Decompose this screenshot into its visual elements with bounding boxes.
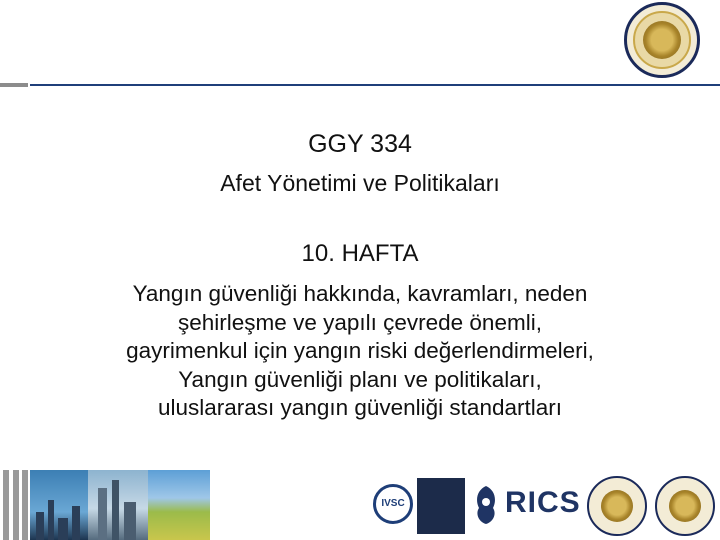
header-divider-line (30, 84, 720, 86)
university-seal-small-icon (587, 476, 647, 536)
description-line: uluslararası yangın güvenliği standartları (158, 395, 562, 421)
university-seal-small-icon (655, 476, 715, 536)
description-line: şehirleşme ve yapılı çevrede önemli, (178, 309, 542, 335)
seal-emblem (643, 21, 681, 59)
description-line: Yangın güvenliği planı ve politikaları, (178, 366, 542, 392)
course-code (0, 130, 720, 159)
description-line: Yangın güvenliği hakkında, kavramları, neden (132, 281, 588, 306)
description-line: gayrimenkul için yangın riski değerlendirmeleri, (126, 338, 594, 364)
partner-logos (365, 470, 720, 540)
footer-stripes (0, 470, 30, 540)
topic-description (30, 280, 690, 423)
ivsc-logo: IVSC (373, 484, 413, 524)
seal-emblem (669, 490, 701, 522)
ivsc-wordmark-panel (417, 478, 465, 534)
countryside-photo (148, 470, 210, 540)
city-skyline-photo (30, 470, 88, 540)
university-seal-logo (624, 2, 700, 78)
towers-photo (88, 470, 148, 540)
course-title: Afet Yönetimi ve Politikaları (220, 170, 500, 196)
week-label: 10. HAFTA (301, 240, 419, 267)
rics-lion-icon (471, 484, 501, 526)
seal-emblem (601, 490, 633, 522)
rics-logo: RICS (505, 486, 581, 519)
course-code-text: GGY 334 (308, 130, 412, 158)
header-accent-bar (0, 83, 28, 87)
